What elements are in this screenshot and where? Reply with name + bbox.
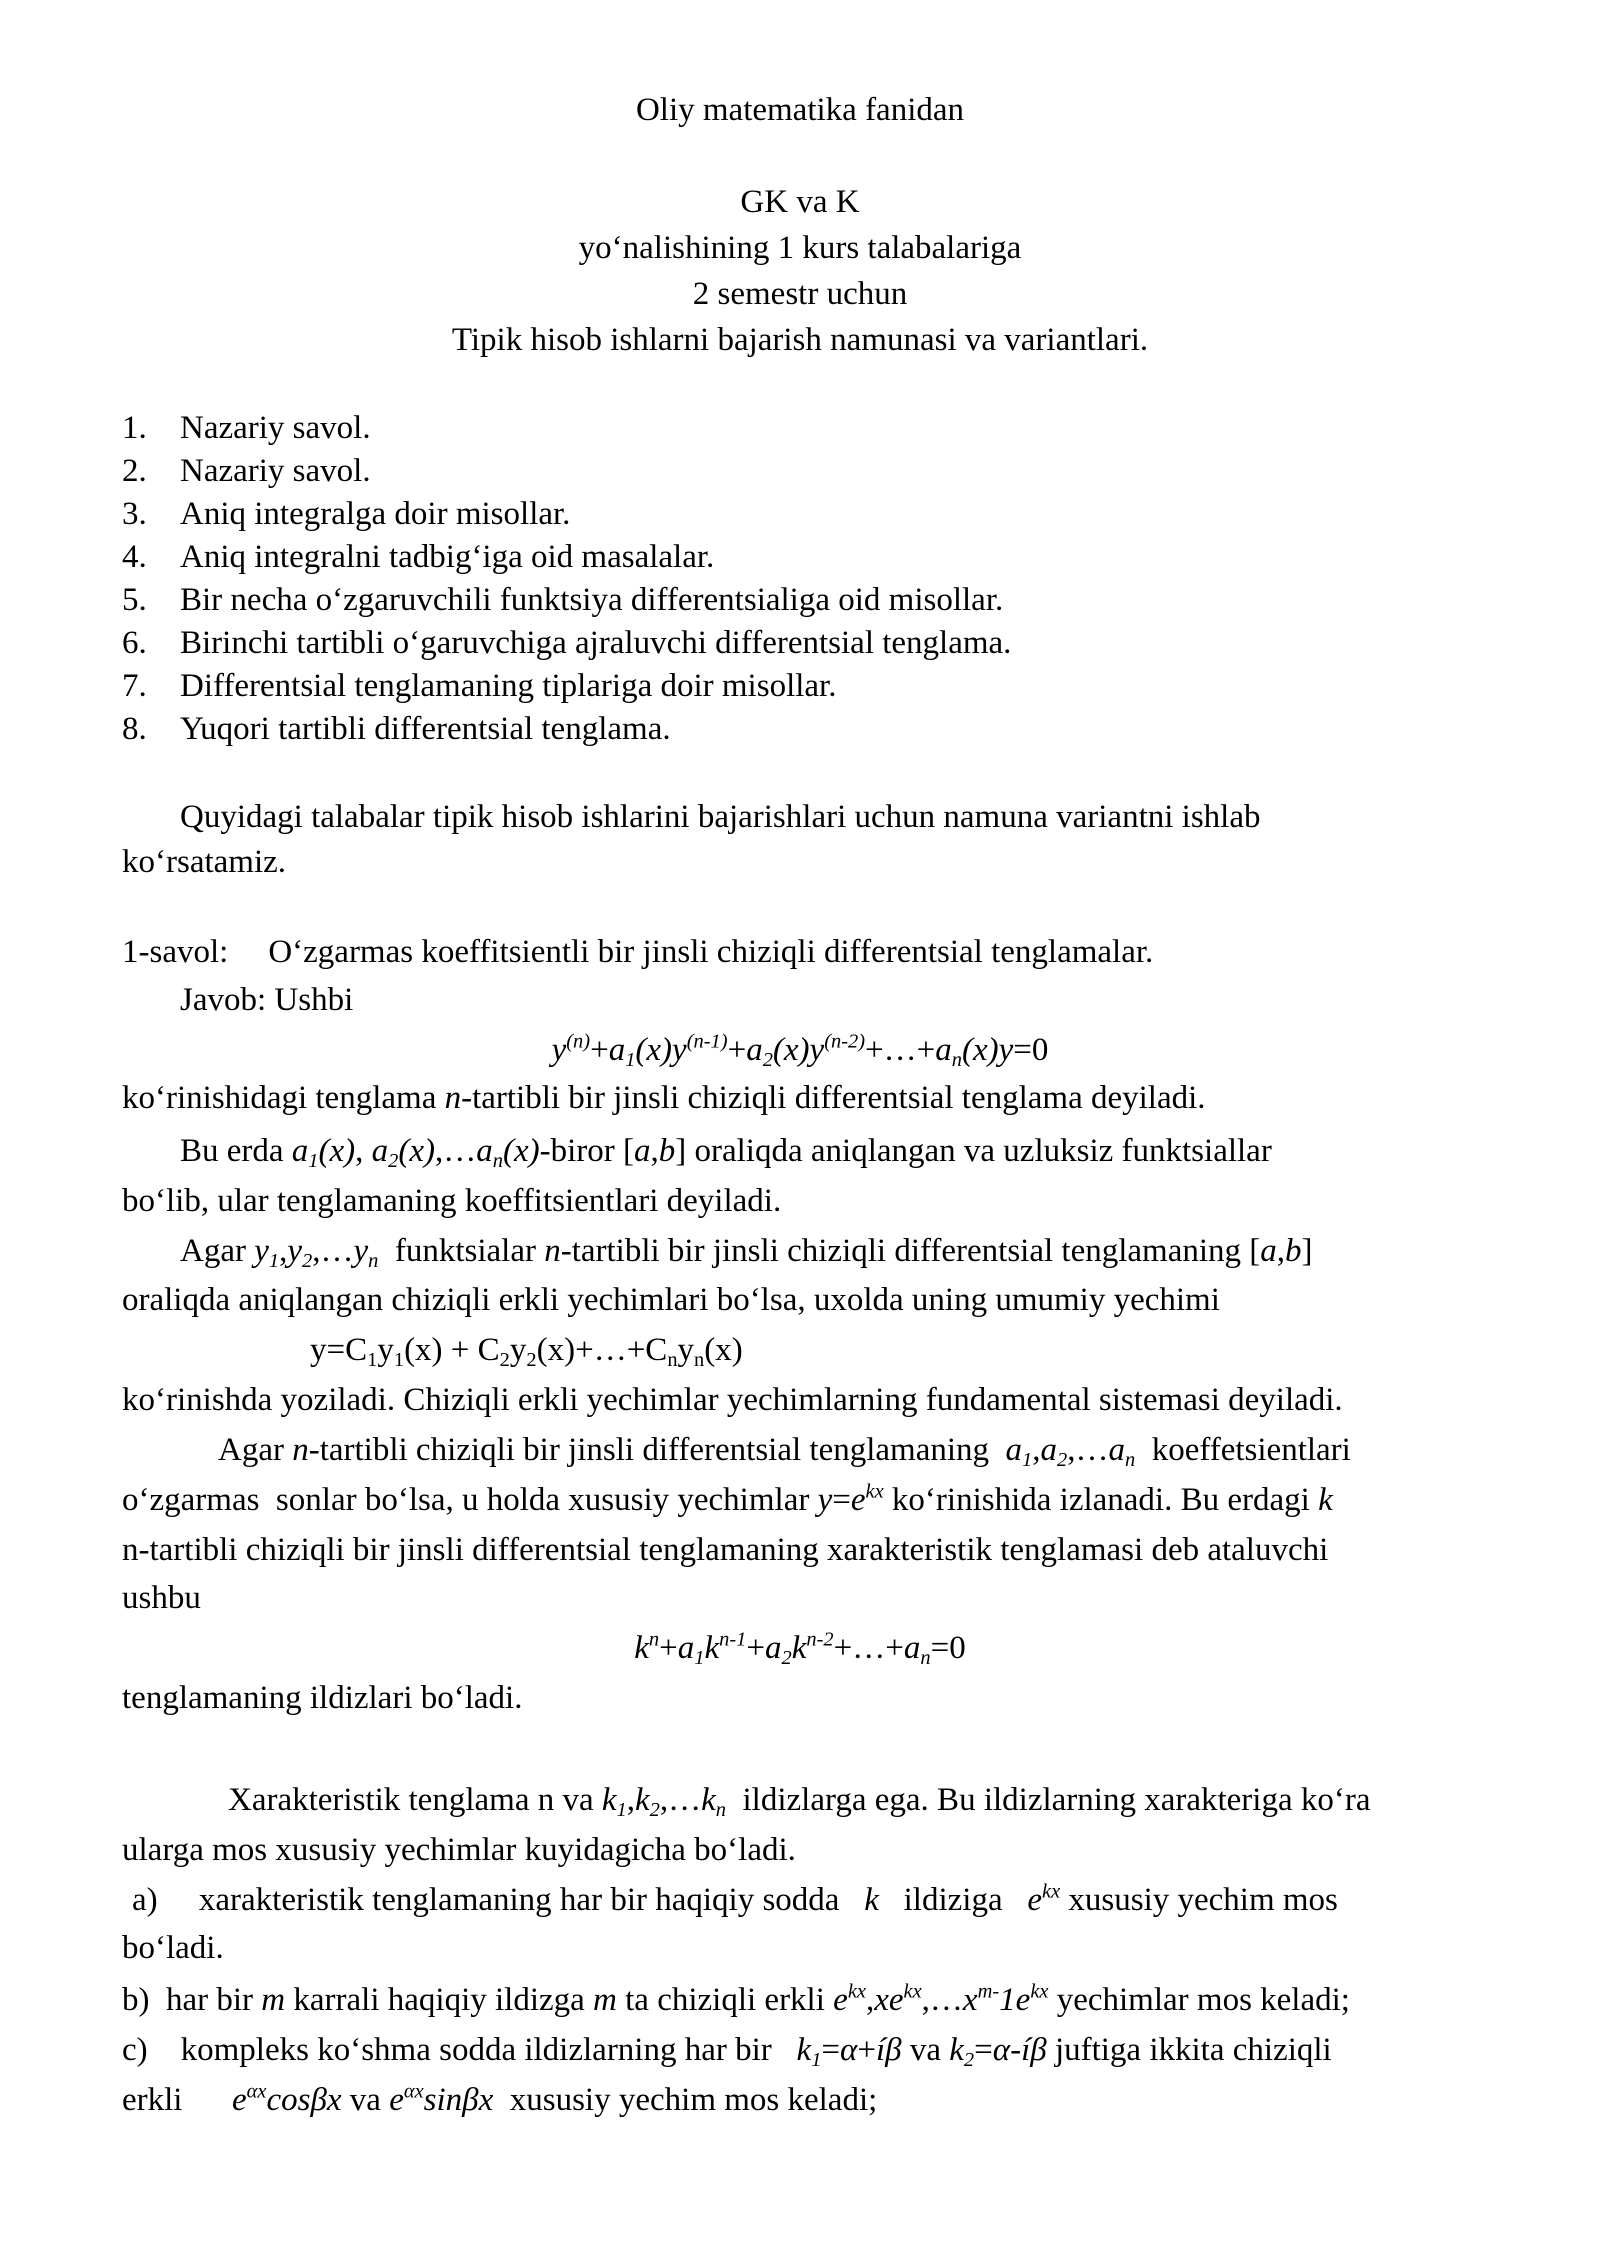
- equation-homogeneous: $y^{(n)}+a_1(x)y^{(n-1)}+a_2(x)y^{(n-2)}+\dots+a_n(x)y=0$: [551, 1030, 1049, 1072]
- char-line-4: ushbu: [122, 1580, 201, 1616]
- list-item: 4. Aniq integralni tadbig‘iga oid masalalar.: [122, 539, 715, 575]
- agar-line-1: Agar $y_1,y_2,\dots y_n$ funktsialar n-tartibli bir jinsli chiziqli differentsial tenglamaning [a,b]: [180, 1233, 1313, 1273]
- list-item: 6. Birinchi tartibli o‘garuvchiga ajraluvchi differentsial tenglama.: [122, 625, 1012, 661]
- header-line-4: Tipik hisob ishlarni bajarish namunasi va variantlari.: [451, 322, 1149, 358]
- char-line-3: n-tartibli chiziqli bir jinsli differentsial tenglamaning xarakteristik tenglamasi deb ataluvchi: [122, 1532, 1329, 1568]
- roots-paragraph-line-1: Xarakteristik tenglama n va $k_1,k_2,\dots k_n$ ildizlarga ega. Bu ildizlarning xarakteriga ko‘ra: [228, 1782, 1371, 1822]
- answer-label: Javob: Ushbi: [180, 982, 354, 1018]
- roots-line: tenglamaning ildizlari bo‘ladi.: [122, 1680, 523, 1716]
- header-line-3: 2 semestr uchun: [692, 276, 908, 312]
- case-c-line-1: c) kompleks ko‘shma sodda ildizlarning har bir $k_1=\alpha+í\beta$ va $k_2=\alpha-í\beta$ juftiga ikkita chiziqli: [122, 2032, 1332, 2072]
- intro-line-1: Quyidagi talabalar tipik hisob ishlarini bajarishlari uchun namuna variantni ishlab: [180, 799, 1261, 835]
- list-item: 2. Nazariy savol.: [122, 453, 371, 489]
- case-b: b) har bir m karrali haqiqiy ildizga m ta chiziqli erkli $e^{kx},xe^{kx},\dots x^{m-}1e^{kx}$ yechimlar mos keladi;: [122, 1980, 1350, 2018]
- char-line-1: Agar n-tartibli chiziqli bir jinsli differentsial tenglamaning $a_1,a_2,\dots a_n$ koeffetsientlari: [218, 1432, 1351, 1472]
- list-item: 7. Differentsial tenglamaning tiplariga doir misollar.: [122, 668, 837, 704]
- list-item: 1. Nazariy savol.: [122, 410, 371, 446]
- list-item: 8. Yuqori tartibli differentsial tenglama.: [122, 711, 671, 747]
- general-solution: $y=C_1y_1(x)$ + $C_2y_2(x)+\dots+C_ny_n(x)$: [310, 1332, 743, 1372]
- roots-paragraph-line-2: ularga mos xususiy yechimlar kuyidagicha bo‘ladi.: [122, 1832, 796, 1868]
- header-line-1: GK va K: [740, 184, 860, 220]
- definition-line: ko‘rinishidagi tenglama n-tartibli bir jinsli chiziqli differentsial tenglama deyiladi.: [122, 1080, 1206, 1116]
- agar-line-2: oraliqda aniqlangan chiziqli erkli yechimlari bo‘lsa, uxolda uning umumiy yechimi: [122, 1282, 1220, 1318]
- case-c-line-2: erkli $e^{\alpha x}\cos\beta x$ va $e^{\alpha x}\sin\beta x$ xususiy yechim mos keladi;: [122, 2080, 878, 2118]
- header-line-2: yo‘nalishining 1 kurs talabalariga: [578, 230, 1022, 266]
- question-1: 1-savol: O‘zgarmas koeffitsientli bir jinsli chiziqli differentsial tenglamalar.: [122, 934, 1154, 970]
- char-line-2: o‘zgarmas sonlar bo‘lsa, u holda xususiy yechimlar $y=e^{kx}$ ko‘rinishida izlanadi. Bu erdagi k: [122, 1480, 1333, 1518]
- coefficients-line-1: Bu erda $a_1(x)$, $a_2(x),\dots a_n(x)$-biror [a,b] oraliqda aniqlangan va uzluksiz funktsiallar: [180, 1133, 1272, 1173]
- characteristic-equation: $k^n+a_1k^{n-1}+a_2k^{n-2}+\dots+a_n=0$: [634, 1628, 966, 1670]
- list-item: 3. Aniq integralga doir misollar.: [122, 496, 571, 532]
- list-item: 5. Bir necha o‘zgaruvchili funktsiya differentsialiga oid misollar.: [122, 582, 1004, 618]
- intro-line-2: ko‘rsatamiz.: [122, 844, 287, 880]
- case-a-line-1: a) xarakteristik tenglamaning har bir haqiqiy sodda k ildiziga $e^{kx}$ xususiy yechim mos: [132, 1880, 1338, 1918]
- coefficients-line-2: bo‘lib, ular tenglamaning koeffitsientlari deyiladi.: [122, 1183, 782, 1219]
- fundamental-line: ko‘rinishda yoziladi. Chiziqli erkli yechimlar yechimlarning fundamental sistemasi deyiladi.: [122, 1382, 1343, 1418]
- document-title: Oliy matematika fanidan: [635, 92, 965, 128]
- case-a-line-2: bo‘ladi.: [122, 1930, 224, 1966]
